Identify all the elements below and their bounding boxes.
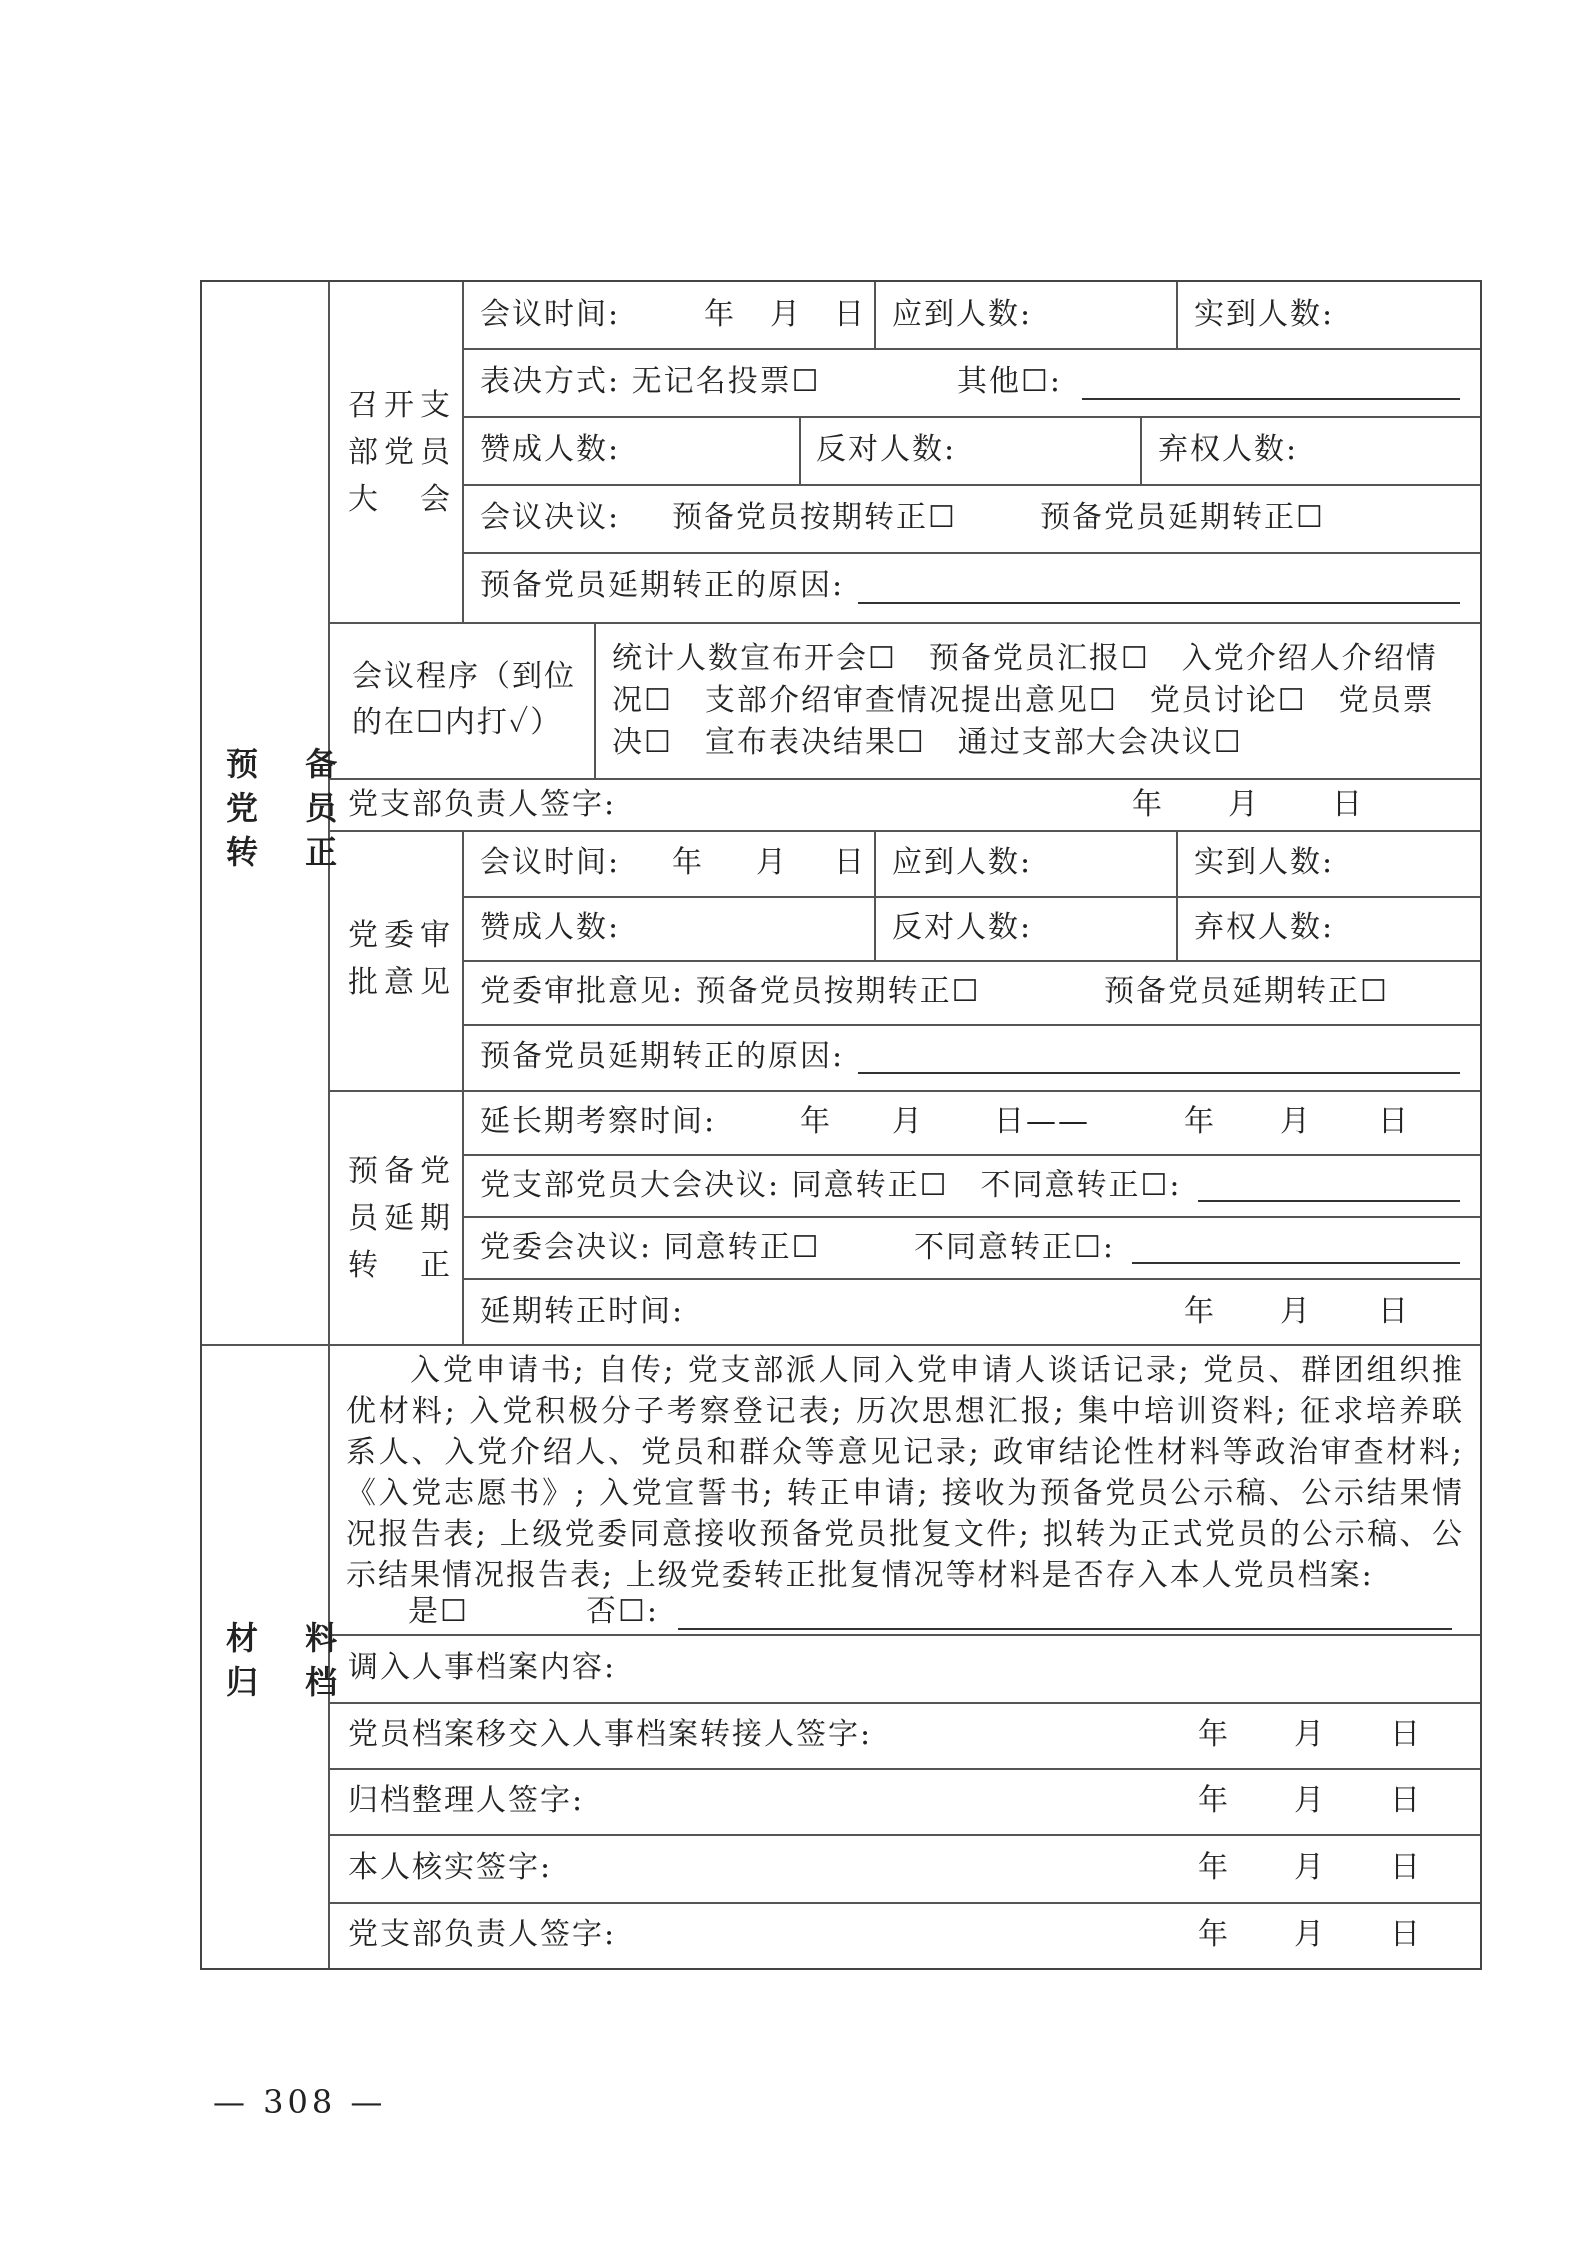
row-divider: [328, 830, 1480, 832]
section-title-line: 转 正: [226, 833, 356, 871]
label-line: 部党员: [348, 435, 456, 470]
cell-divider: [1176, 830, 1178, 960]
row-divider: [462, 1216, 1480, 1218]
cell-divider: [874, 830, 876, 960]
row-divider: [462, 1154, 1480, 1156]
row-divider: [328, 622, 1480, 624]
day-dash-label: 日——: [994, 1104, 1090, 1139]
day-label: 日: [834, 297, 866, 332]
branch-resolution-blank[interactable]: [1198, 1200, 1460, 1202]
oppose-count-label: 反对人数:: [816, 432, 957, 467]
cell-divider: [1176, 282, 1178, 348]
month-label: 月: [892, 1104, 924, 1139]
committee-resolution-label[interactable]: 党委会决议: 同意转正☐: [480, 1230, 821, 1265]
abstain-count-label: 弃权人数:: [1158, 432, 1299, 467]
row-divider: [328, 778, 1480, 780]
title-column-divider: [328, 282, 330, 1968]
extension-date-label: 延期转正时间:: [480, 1294, 685, 1329]
label-line: 预备党: [348, 1154, 456, 1189]
branch-leader-sign-label: 党支部负责人签字:: [348, 787, 617, 822]
row-divider: [462, 348, 1480, 350]
section-title-line: 党 员: [226, 789, 356, 827]
committee-reject-option[interactable]: 不同意转正☐:: [914, 1230, 1116, 1265]
cell-divider: [874, 282, 876, 348]
procedure-line: 决☐ 宣布表决结果☐ 通过支部大会决议☐: [612, 725, 1243, 760]
year-label: 年: [1184, 1104, 1216, 1139]
section-title-probation: [226, 742, 355, 874]
day-label: 日: [1378, 1294, 1410, 1329]
committee-delay-option[interactable]: 预备党员延期转正☐: [1104, 974, 1389, 1009]
year-label: 年: [800, 1104, 832, 1139]
page-number: — 308 —: [213, 2083, 387, 2121]
materials-no-option[interactable]: 否☐:: [586, 1594, 660, 1629]
month-label: 月: [756, 845, 788, 880]
abstain-count-label: 弃权人数:: [1194, 910, 1335, 945]
self-verify-sign-label: 本人核实签字:: [348, 1850, 553, 1885]
month-label: 月: [1280, 1294, 1312, 1329]
committee-block-label: [348, 912, 456, 1006]
label-line: 的在☐内打✓）: [352, 705, 563, 740]
committee-label-divider: [462, 830, 464, 1344]
delay-reason-blank[interactable]: [858, 602, 1460, 604]
meeting-time-label: 会议时间:: [480, 297, 621, 332]
month-label: 月: [770, 297, 802, 332]
section-title-line: 归 档: [226, 1663, 356, 1701]
month-label: 月: [1294, 1917, 1326, 1952]
materials-no-blank[interactable]: [678, 1628, 1452, 1630]
procedure-line: 统计人数宣布开会☐ 预备党员汇报☐ 入党介绍人介绍情: [612, 641, 1438, 676]
materials-checklist-text: 入党申请书; 自传; 党支部派人同入党申请人谈话记录; 党员、群团组织推优材料; 入党积极分子考察登记表; 历次思想汇报; 集中培训资料; 征求培养联系人、入党介绍人、党员和群众等意见记录; 政审结论性材料等政治审查材料; 《入党志愿书》; 入党宣誓书; 转正申请; 接收为预备党员公示稿、公示结果情况报告表; 上级党委同意接收预备党员批复文件; 拟转为正式党员的公示稿、公示结果情况报告表; 上级党委转正批复情况等材料是否存入本人党员档案:: [346, 1353, 1464, 1593]
procedure-checklist[interactable]: [612, 638, 1438, 764]
extension-block-label: [348, 1148, 456, 1289]
row-divider: [462, 484, 1480, 486]
year-label: 年: [1198, 1783, 1230, 1818]
archivist-sign-label: 归档整理人签字:: [348, 1783, 585, 1818]
cell-divider: [1140, 416, 1142, 484]
year-label: 年: [1132, 787, 1164, 822]
month-label: 月: [1294, 1850, 1326, 1885]
procedure-label: [352, 654, 576, 746]
month-label: 月: [1294, 1783, 1326, 1818]
row-divider: [462, 1024, 1480, 1026]
row-divider: [328, 1768, 1480, 1770]
oppose-count-label: 反对人数:: [892, 910, 1033, 945]
row-divider: [328, 1834, 1480, 1836]
actual-count-label: 实到人数:: [1194, 845, 1335, 880]
month-label: 月: [1228, 787, 1260, 822]
row-divider: [328, 1090, 1480, 1092]
row-divider: [328, 1634, 1480, 1636]
committee-opinion-label[interactable]: 党委审批意见: 预备党员按期转正☐: [480, 974, 981, 1009]
section-title-archive: [226, 1616, 355, 1704]
cell-divider: [799, 416, 801, 484]
label-line: 党委审: [348, 918, 456, 953]
approve-count-label: 赞成人数:: [480, 910, 621, 945]
vote-other-blank[interactable]: [1082, 398, 1460, 400]
committee-resolution-blank[interactable]: [1132, 1262, 1460, 1264]
year-label: 年: [672, 845, 704, 880]
label-line: 批意见: [348, 965, 456, 1000]
year-label: 年: [1198, 1717, 1230, 1752]
vote-method-label: 表决方式: 无记名投票☐: [480, 364, 821, 399]
archive-transfer-sign-label: 党员档案移交入人事档案转接人签字:: [348, 1717, 873, 1752]
row-divider: [328, 1902, 1480, 1904]
day-label: 日: [1390, 1717, 1422, 1752]
row-divider: [328, 1702, 1480, 1704]
year-label: 年: [1198, 1917, 1230, 1952]
month-label: 月: [1280, 1104, 1312, 1139]
day-label: 日: [1390, 1850, 1422, 1885]
section-title-line: 材 料: [226, 1619, 356, 1657]
day-label: 日: [1390, 1917, 1422, 1952]
label-line: 大 会: [348, 482, 456, 517]
probationary-member-form: [200, 280, 1482, 1970]
branch-resolution-label[interactable]: 党支部党员大会决议: 同意转正☐ 不同意转正☐:: [480, 1168, 1182, 1203]
label-line: 转 正: [348, 1248, 456, 1283]
row-divider: [462, 552, 1480, 554]
procedure-label-divider: [594, 622, 596, 778]
day-label: 日: [1390, 1783, 1422, 1818]
section-divider: [202, 1344, 1480, 1346]
resolution-delay-option[interactable]: 预备党员延期转正☐: [1040, 500, 1325, 535]
delay-reason-label: 预备党员延期转正的原因:: [480, 1039, 845, 1074]
resolution-on-time-option[interactable]: 预备党员按期转正☐: [672, 500, 957, 535]
row-divider: [462, 416, 1480, 418]
extension-period-label: 延长期考察时间:: [480, 1104, 717, 1139]
meeting-time-label: 会议时间:: [480, 845, 621, 880]
delay-reason-label: 预备党员延期转正的原因:: [480, 568, 845, 603]
day-label: 日: [834, 845, 866, 880]
row-divider: [462, 960, 1480, 962]
expected-count-label: 应到人数:: [892, 845, 1033, 880]
row-divider: [462, 896, 1480, 898]
actual-count-label: 实到人数:: [1194, 297, 1335, 332]
procedure-line: 况☐ 支部介绍审查情况提出意见☐ 党员讨论☐ 党员票: [612, 683, 1435, 718]
meeting-label-divider: [462, 282, 464, 622]
label-line: 会议程序（到位: [352, 659, 576, 694]
branch-leader-sign-label: 党支部负责人签字:: [348, 1917, 617, 1952]
delay-reason-blank[interactable]: [858, 1072, 1460, 1074]
expected-count-label: 应到人数:: [892, 297, 1033, 332]
month-label: 月: [1294, 1717, 1326, 1752]
row-divider: [462, 1278, 1480, 1280]
year-label: 年: [1184, 1294, 1216, 1329]
label-line: 员延期: [348, 1201, 456, 1236]
year-label: 年: [704, 297, 736, 332]
day-label: 日: [1378, 1104, 1410, 1139]
day-label: 日: [1332, 787, 1364, 822]
approve-count-label: 赞成人数:: [480, 432, 621, 467]
materials-yes-option[interactable]: 是☐: [408, 1594, 469, 1629]
resolution-label: 会议决议:: [480, 500, 621, 535]
vote-other-label: 其他☐:: [957, 364, 1063, 399]
hr-archive-content-label: 调入人事档案内容:: [348, 1650, 617, 1685]
label-line: 召开支: [348, 388, 456, 423]
year-label: 年: [1198, 1850, 1230, 1885]
section-title-line: 预 备: [226, 745, 356, 783]
meeting-block-label: [348, 382, 456, 523]
